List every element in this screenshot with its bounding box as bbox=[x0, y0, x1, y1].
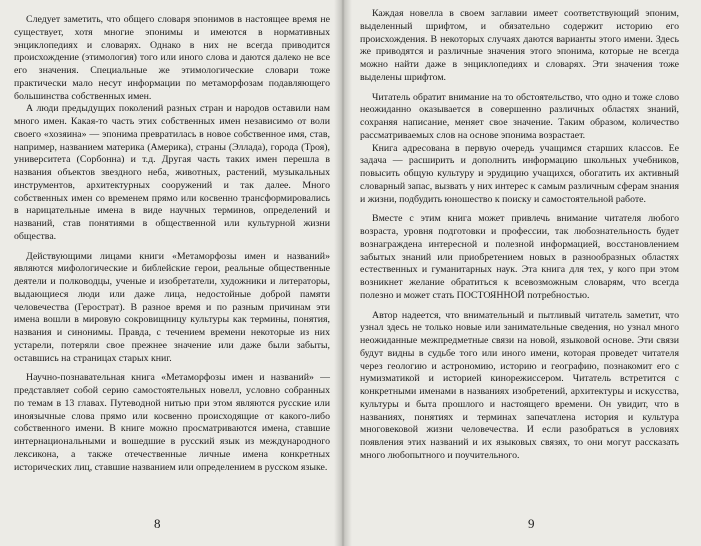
page-number-right: 9 bbox=[528, 516, 535, 531]
left-paragraph-3: Действующими лицами книги «Метаморфозы имен и названий» являются мифологические и библейские герои, реальные общественные деятели и полководцы, ученые и изобретатели, художники и литераторы, выдающиеся люди или даже лица, недостойные доброй памяти человечества (Герострат). В разное время и по разным причинам эти имена вошли в мировую сокровищницу культуры как термины, понятия, названия и синонимы. Правда, с течением времени некоторые из них устарели, потеряли свое прежнее значение или даже были забыты, оставшись на страницах старых книг. bbox=[14, 250, 330, 364]
right-paragraph-1: Каждая новелла в своем заглавии имеет соответствующий эпоним, выделенный шрифтом, и обязательно содержит историю его происхождения. В некоторых случаях даются варианты этого имени. Здесь же приводятся и различные значения этого эпонима, которые не всегда можно найти даже в энциклопедиях и словарях. Эти значения тоже выделены шрифтом. bbox=[360, 8, 679, 83]
left-paragraph-4: Научно-познавательная книга «Метаморфозы имен и названий» — представляет собой серию самостоятельных новелл, условно собранных по темам в 13 главах. Путеводной нитью при этом являются русские или иноязычные слова прямо или косвенно происходящие от какого-либо собственного имени. В книге можно просматриваются имена, ставшие интернациональными и вошедшие в русский язык из международного лексикона, а также отечественные личные имена конкретных исторических лиц, ставшие названием или определением в русском языке. bbox=[14, 372, 330, 473]
right-paragraph-5: Автор надеется, что внимательный и пытливый читатель заметит, что узнал здесь не только новые или занимательные сведения, но узнал много неожиданные межпредметные связи на новой, языковой основе. Эти связи будут видны в судьбе того или иного имени, которая проведет читателя через геологию и астрономию, историю и географию, познакомит его с нумизматикой и историей кинорежиссером. Читатель встретится с конкретными именами в названиях изобретений, архитектуры и искусства, культуры и быта прошлого и настоящего времени. Он увидит, что в названиях, понятиях и терминах запечатлена история и культура многовековой жизни человечества. И если разобраться в условиях появления этих названий и их языковых связях, то они могут рассказать много любопытного и поучительного. bbox=[360, 309, 679, 461]
book-gutter bbox=[334, 0, 352, 546]
left-paragraph-1: Следует заметить, что общего словаря эпонимов в настоящее время не существует, хотя многие эпонимы и имеются в нормативных энциклопедиях и словарях. Однако в них не всегда приводится происхождение (этимология) того или иного слова и даются далеко не все его значения. Специальные же этимологические словари тоже практически мало несут информации по метаморфозам подавляющего большинства собственных имен. bbox=[14, 14, 330, 102]
left-paragraph-2: А люди предыдущих поколений разных стран и народов оставили нам много имен. Какая-то часть этих собственных имен независимо от воли своего «хозяина» — эпонима превратилась в новое собственное имя, став, например, названием материка (Америка), страны (Эллада), города (Троя), университета (Сорбонна) и т.д. Другая часть таких имен перешла в названия объектов звездного неба, животных, растений, музыкальных инструментов, архитектурных сооружений и так далее. Много собственных имен со временем прямо или косвенно трансформировались в нарицательные имена в виде научных терминов, определений и названий, став понятиями в общественной или культурной жизни общества. bbox=[14, 103, 330, 242]
page-number-left: 8 bbox=[154, 516, 161, 531]
right-paragraph-2: Читатель обратит внимание на то обстоятельство, что одно и тоже слово неожиданно оказывается в совершенно различных областях знаний, сохраняя написание, меняет свое значение. Таким образом, количество рассматриваемых слов на основе эпонима возрастает. bbox=[360, 91, 679, 141]
right-paragraph-4: Вместе с этим книга может привлечь внимание читателя любого возраста, уровня подготовки и профессии, так любознательность будет вознаграждена интересной и полезной информацией, восстановлением забытых знаний или приобретением новых в разнообразных областях естественных и гуманитарных наук. Эта книга для тех, у кого при этом возникнет желание обратиться к всевозможным словарям, что всегда полезно и может стать ПОСТОЯННОЙ потребностью. bbox=[360, 213, 679, 301]
right-page bbox=[342, 0, 701, 546]
left-page bbox=[0, 0, 342, 546]
right-paragraph-3: Книга адресована в первую очередь учащимся старших классов. Ее задача — расширить и дополнить информацию школьных учебников, повысить общую культуру и эрудицию учащихся, обогатить их активный словарный запас, вызвать у них интерес к самым различным сферам знания и жизни, подбудить юношество к поиску и самостоятельной работе. bbox=[360, 142, 679, 205]
